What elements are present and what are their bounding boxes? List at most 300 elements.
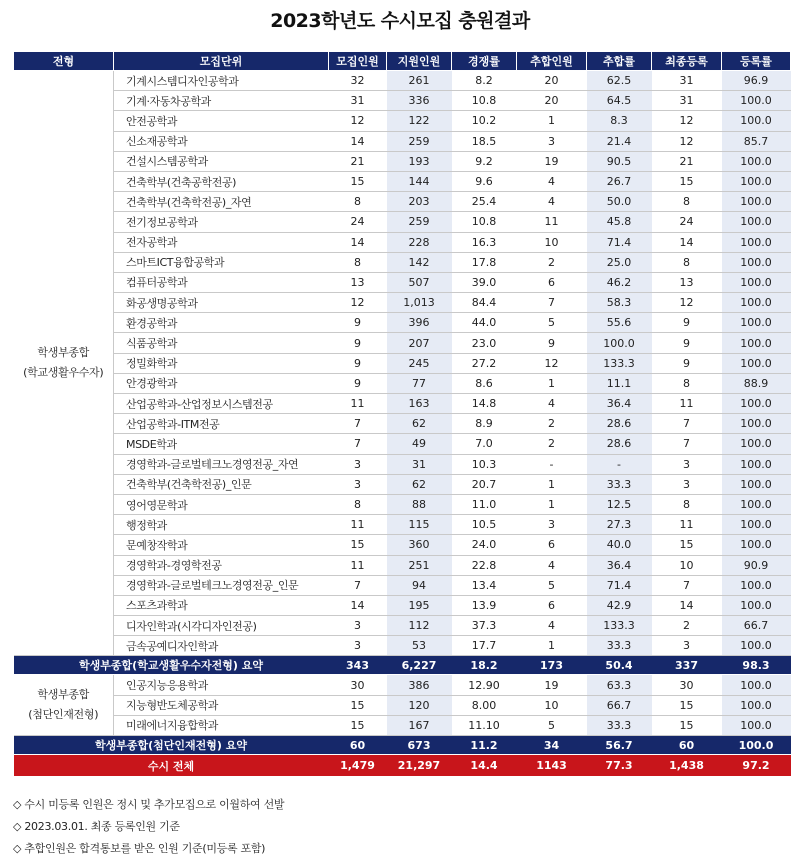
value-cell: 10 [517, 232, 587, 252]
group2-label-line2: (첨단인재전형) [28, 708, 99, 722]
value-cell: 245 [387, 353, 452, 373]
value-cell: 58.3 [587, 293, 652, 313]
value-cell: 10.5 [452, 515, 517, 535]
value-cell: 7 [652, 434, 722, 454]
value-cell: 100.0 [722, 272, 791, 292]
department-cell: 경영학과-글로벌테크노경영전공_자연 [114, 454, 329, 474]
column-header-7: 최종등록 [652, 52, 722, 71]
value-cell: 9 [652, 313, 722, 333]
value-cell: 259 [387, 212, 452, 232]
value-cell: 144 [387, 171, 452, 191]
department-cell: 지능형반도체공학과 [114, 695, 329, 715]
value-cell: 100.0 [722, 171, 791, 191]
value-cell: 16.3 [452, 232, 517, 252]
department-cell: 경영학과-경영학전공 [114, 555, 329, 575]
value-cell: 9 [329, 373, 387, 393]
value-cell: 3 [652, 636, 722, 656]
table-row [14, 171, 791, 191]
department-cell: 스마트ICT융합공학과 [114, 252, 329, 272]
value-cell: 9 [329, 333, 387, 353]
table-row [14, 555, 791, 575]
value-cell: 6 [517, 272, 587, 292]
value-cell: 8 [329, 192, 387, 212]
value-cell: 7.0 [452, 434, 517, 454]
summary-value: 100.0 [722, 736, 791, 755]
note-line: ◇ 2023.03.01. 최종 등록인원 기준 [13, 820, 180, 833]
value-cell: 167 [387, 715, 452, 735]
group2-label-line1: 학생부종합 [37, 688, 90, 702]
value-cell: 20.7 [452, 474, 517, 494]
value-cell: 15 [652, 535, 722, 555]
value-cell: 100.0 [722, 595, 791, 615]
total-value: 1143 [517, 755, 587, 777]
summary-value: 6,227 [387, 656, 452, 675]
value-cell: 2 [652, 616, 722, 636]
value-cell: 14 [652, 232, 722, 252]
value-cell: 88.9 [722, 373, 791, 393]
department-cell: 영어영문학과 [114, 494, 329, 514]
value-cell: 8 [652, 373, 722, 393]
value-cell: 259 [387, 131, 452, 151]
table-row [14, 575, 791, 595]
total-value: 1,479 [329, 755, 387, 777]
value-cell: 62 [387, 474, 452, 494]
value-cell: 11 [329, 555, 387, 575]
value-cell: 21 [329, 151, 387, 171]
value-cell: 23.0 [452, 333, 517, 353]
column-header-6: 추합률 [587, 52, 652, 71]
value-cell: 12 [329, 111, 387, 131]
value-cell: 45.8 [587, 212, 652, 232]
value-cell: 19 [517, 675, 587, 695]
value-cell: 18.5 [452, 131, 517, 151]
value-cell: 3 [329, 616, 387, 636]
value-cell: 24.0 [452, 535, 517, 555]
value-cell: 261 [387, 71, 452, 91]
value-cell: 46.2 [587, 272, 652, 292]
value-cell: 9 [329, 313, 387, 333]
value-cell: 1,013 [387, 293, 452, 313]
table-row [14, 715, 791, 735]
value-cell: 10 [652, 555, 722, 575]
value-cell: 203 [387, 192, 452, 212]
value-cell: 13.4 [452, 575, 517, 595]
value-cell: 100.0 [722, 515, 791, 535]
value-cell: 8 [329, 494, 387, 514]
value-cell: 9 [517, 333, 587, 353]
table-row [14, 535, 791, 555]
value-cell: 100.0 [722, 151, 791, 171]
value-cell: 100.0 [722, 192, 791, 212]
value-cell: 5 [517, 715, 587, 735]
value-cell: 15 [652, 171, 722, 191]
department-cell: 미래에너지융합학과 [114, 715, 329, 735]
summary-value: 18.2 [452, 656, 517, 675]
value-cell: 4 [517, 394, 587, 414]
value-cell: 27.2 [452, 353, 517, 373]
table-row [14, 192, 791, 212]
value-cell: 12 [652, 111, 722, 131]
table-row [14, 695, 791, 715]
department-cell: 식품공학과 [114, 333, 329, 353]
value-cell: 8 [652, 494, 722, 514]
value-cell: 17.8 [452, 252, 517, 272]
value-cell: 50.0 [587, 192, 652, 212]
value-cell: 3 [517, 515, 587, 535]
value-cell: 15 [652, 715, 722, 735]
note-line: ◇ 추합인원은 합격통보를 받은 인원 기준(미등록 포함) [13, 842, 266, 855]
value-cell: 14.8 [452, 394, 517, 414]
value-cell: 36.4 [587, 394, 652, 414]
total-value: 14.4 [452, 755, 517, 777]
department-cell: 인공지능응용학과 [114, 675, 329, 695]
value-cell: 10.3 [452, 454, 517, 474]
column-header-0: 전형 [14, 52, 114, 71]
value-cell: 10.8 [452, 212, 517, 232]
value-cell: 100.0 [722, 212, 791, 232]
department-cell: 화공생명공학과 [114, 293, 329, 313]
value-cell: 9 [329, 353, 387, 373]
value-cell: 8 [652, 252, 722, 272]
column-header-8: 등록률 [722, 52, 791, 71]
department-cell: 환경공학과 [114, 313, 329, 333]
table-row [14, 313, 791, 333]
department-cell: 스포츠과학과 [114, 595, 329, 615]
value-cell: 66.7 [722, 616, 791, 636]
total-value: 21,297 [387, 755, 452, 777]
group1-summary-row [14, 656, 791, 675]
department-cell: 문예창작학과 [114, 535, 329, 555]
summary-value: 343 [329, 656, 387, 675]
value-cell: 11.1 [587, 373, 652, 393]
table-row [14, 474, 791, 494]
value-cell: 17.7 [452, 636, 517, 656]
value-cell: 77 [387, 373, 452, 393]
department-cell: 안전공학과 [114, 111, 329, 131]
summary-label: 학생부종합(첨단인재전형) 요약 [14, 736, 329, 755]
value-cell: 100.0 [722, 715, 791, 735]
value-cell: 10.2 [452, 111, 517, 131]
value-cell: 53 [387, 636, 452, 656]
value-cell: 22.8 [452, 555, 517, 575]
value-cell: 507 [387, 272, 452, 292]
summary-value: 56.7 [587, 736, 652, 755]
table-row [14, 131, 791, 151]
value-cell: 12 [652, 293, 722, 313]
table-row [14, 353, 791, 373]
group2-label [14, 675, 114, 736]
department-cell: 건축학부(건축학전공)_인문 [114, 474, 329, 494]
value-cell: 1 [517, 474, 587, 494]
value-cell: 14 [652, 595, 722, 615]
value-cell: 10 [517, 695, 587, 715]
value-cell: 7 [329, 414, 387, 434]
value-cell: 12 [652, 131, 722, 151]
value-cell: 31 [329, 91, 387, 111]
value-cell: 7 [329, 575, 387, 595]
value-cell: 4 [517, 616, 587, 636]
value-cell: 31 [652, 91, 722, 111]
table-row [14, 595, 791, 615]
value-cell: 100.0 [722, 494, 791, 514]
value-cell: 100.0 [722, 333, 791, 353]
value-cell: 1 [517, 494, 587, 514]
value-cell: 90.9 [722, 555, 791, 575]
table-row [14, 71, 791, 91]
value-cell: 3 [652, 474, 722, 494]
value-cell: 90.5 [587, 151, 652, 171]
value-cell: 13 [329, 272, 387, 292]
table-row [14, 293, 791, 313]
value-cell: 6 [517, 535, 587, 555]
value-cell: 133.3 [587, 616, 652, 636]
value-cell: 100.0 [722, 91, 791, 111]
value-cell: 40.0 [587, 535, 652, 555]
value-cell: 1 [517, 373, 587, 393]
value-cell: 21 [652, 151, 722, 171]
value-cell: 100.0 [722, 111, 791, 131]
page-title: 2023학년도 수시모집 충원결과 [270, 10, 530, 32]
column-header-1: 모집단위 [114, 52, 329, 71]
value-cell: 42.9 [587, 595, 652, 615]
value-cell: 8.6 [452, 373, 517, 393]
value-cell: 120 [387, 695, 452, 715]
value-cell: 8.9 [452, 414, 517, 434]
value-cell: 100.0 [722, 535, 791, 555]
notes [13, 794, 284, 860]
value-cell: 100.0 [722, 575, 791, 595]
value-cell: 71.4 [587, 575, 652, 595]
summary-value: 173 [517, 656, 587, 675]
value-cell: 1 [517, 636, 587, 656]
value-cell: 195 [387, 595, 452, 615]
value-cell: 336 [387, 91, 452, 111]
value-cell: 7 [517, 293, 587, 313]
total-value: 77.3 [587, 755, 652, 777]
value-cell: 115 [387, 515, 452, 535]
value-cell: 12 [517, 353, 587, 373]
value-cell: 100.0 [722, 454, 791, 474]
department-cell: 신소재공학과 [114, 131, 329, 151]
value-cell: 100.0 [722, 636, 791, 656]
value-cell: - [517, 454, 587, 474]
value-cell: 2 [517, 414, 587, 434]
value-cell: 9.6 [452, 171, 517, 191]
value-cell: 207 [387, 333, 452, 353]
table-row [14, 333, 791, 353]
table-row [14, 454, 791, 474]
value-cell: 3 [329, 474, 387, 494]
value-cell: - [587, 454, 652, 474]
value-cell: 15 [329, 715, 387, 735]
column-header-5: 추합인원 [517, 52, 587, 71]
value-cell: 7 [329, 434, 387, 454]
value-cell: 3 [329, 636, 387, 656]
value-cell: 24 [329, 212, 387, 232]
results-table [13, 51, 791, 776]
value-cell: 193 [387, 151, 452, 171]
value-cell: 66.7 [587, 695, 652, 715]
table-row [14, 252, 791, 272]
summary-value: 337 [652, 656, 722, 675]
table-row [14, 675, 791, 695]
value-cell: 163 [387, 394, 452, 414]
group1-label-line1: 학생부종합 [37, 346, 90, 360]
value-cell: 11 [329, 515, 387, 535]
value-cell: 7 [652, 414, 722, 434]
department-cell: 전자공학과 [114, 232, 329, 252]
group1-label-line2: (학교생활우수자) [23, 366, 104, 380]
value-cell: 100.0 [722, 434, 791, 454]
value-cell: 11 [652, 394, 722, 414]
value-cell: 122 [387, 111, 452, 131]
value-cell: 15 [329, 695, 387, 715]
department-cell: 건설시스템공학과 [114, 151, 329, 171]
department-cell: 건축학부(건축공학전공) [114, 171, 329, 191]
value-cell: 8 [652, 192, 722, 212]
value-cell: 63.3 [587, 675, 652, 695]
table-row [14, 434, 791, 454]
value-cell: 6 [517, 595, 587, 615]
department-cell: 기계시스템디자인공학과 [114, 71, 329, 91]
value-cell: 12 [329, 293, 387, 313]
value-cell: 2 [517, 434, 587, 454]
value-cell: 100.0 [722, 695, 791, 715]
group2-summary-row [14, 736, 791, 755]
value-cell: 25.4 [452, 192, 517, 212]
value-cell: 12.90 [452, 675, 517, 695]
table-row [14, 494, 791, 514]
value-cell: 4 [517, 555, 587, 575]
value-cell: 27.3 [587, 515, 652, 535]
summary-label: 학생부종합(학교생활우수자전형) 요약 [14, 656, 329, 675]
department-cell: 행정학과 [114, 515, 329, 535]
value-cell: 9 [652, 353, 722, 373]
department-cell: 기계·자동차공학과 [114, 91, 329, 111]
value-cell: 3 [517, 131, 587, 151]
table-row [14, 515, 791, 535]
value-cell: 142 [387, 252, 452, 272]
value-cell: 30 [329, 675, 387, 695]
table-row [14, 636, 791, 656]
value-cell: 96.9 [722, 71, 791, 91]
table-row [14, 212, 791, 232]
value-cell: 10.8 [452, 91, 517, 111]
value-cell: 100.0 [722, 414, 791, 434]
value-cell: 71.4 [587, 232, 652, 252]
table-row [14, 414, 791, 434]
value-cell: 12.5 [587, 494, 652, 514]
value-cell: 100.0 [587, 333, 652, 353]
table-row [14, 373, 791, 393]
summary-value: 673 [387, 736, 452, 755]
table-row [14, 91, 791, 111]
value-cell: 100.0 [722, 353, 791, 373]
value-cell: 19 [517, 151, 587, 171]
table-row [14, 272, 791, 292]
value-cell: 8 [329, 252, 387, 272]
value-cell: 15 [329, 535, 387, 555]
value-cell: 100.0 [722, 293, 791, 313]
value-cell: 5 [517, 575, 587, 595]
value-cell: 3 [652, 454, 722, 474]
value-cell: 100.0 [722, 675, 791, 695]
column-header-2: 모집인원 [329, 52, 387, 71]
summary-value: 34 [517, 736, 587, 755]
value-cell: 94 [387, 575, 452, 595]
value-cell: 44.0 [452, 313, 517, 333]
value-cell: 396 [387, 313, 452, 333]
value-cell: 21.4 [587, 131, 652, 151]
group1-label [14, 71, 114, 656]
total-label: 수시 전체 [14, 755, 329, 777]
column-header-4: 경쟁률 [452, 52, 517, 71]
note-line: ◇ 수시 미등록 인원은 정시 및 추가모집으로 이월하여 선발 [13, 798, 285, 811]
value-cell: 14 [329, 131, 387, 151]
value-cell: 39.0 [452, 272, 517, 292]
value-cell: 28.6 [587, 434, 652, 454]
department-cell: 정밀화학과 [114, 353, 329, 373]
department-cell: 안경광학과 [114, 373, 329, 393]
value-cell: 112 [387, 616, 452, 636]
value-cell: 84.4 [452, 293, 517, 313]
value-cell: 100.0 [722, 252, 791, 272]
table-row [14, 111, 791, 131]
department-cell: 산업공학과-ITM전공 [114, 414, 329, 434]
value-cell: 9 [652, 333, 722, 353]
value-cell: 8.3 [587, 111, 652, 131]
value-cell: 32 [329, 71, 387, 91]
value-cell: 228 [387, 232, 452, 252]
value-cell: 33.3 [587, 474, 652, 494]
value-cell: 31 [387, 454, 452, 474]
value-cell: 31 [652, 71, 722, 91]
department-cell: 컴퓨터공학과 [114, 272, 329, 292]
summary-value: 11.2 [452, 736, 517, 755]
value-cell: 133.3 [587, 353, 652, 373]
table-body [14, 71, 791, 777]
table-header-row [14, 52, 791, 71]
value-cell: 26.7 [587, 171, 652, 191]
value-cell: 11 [329, 394, 387, 414]
department-cell: 건축학부(건축학전공)_자연 [114, 192, 329, 212]
value-cell: 24 [652, 212, 722, 232]
column-header-3: 지원인원 [387, 52, 452, 71]
value-cell: 20 [517, 91, 587, 111]
value-cell: 11.10 [452, 715, 517, 735]
department-cell: 산업공학과-산업정보시스템전공 [114, 394, 329, 414]
summary-value: 60 [652, 736, 722, 755]
value-cell: 100.0 [722, 232, 791, 252]
value-cell: 37.3 [452, 616, 517, 636]
value-cell: 13.9 [452, 595, 517, 615]
value-cell: 55.6 [587, 313, 652, 333]
value-cell: 15 [652, 695, 722, 715]
value-cell: 100.0 [722, 313, 791, 333]
summary-value: 60 [329, 736, 387, 755]
value-cell: 13 [652, 272, 722, 292]
value-cell: 11 [652, 515, 722, 535]
value-cell: 11 [517, 212, 587, 232]
value-cell: 62 [387, 414, 452, 434]
summary-value: 50.4 [587, 656, 652, 675]
value-cell: 20 [517, 71, 587, 91]
value-cell: 386 [387, 675, 452, 695]
value-cell: 85.7 [722, 131, 791, 151]
summary-value: 98.3 [722, 656, 791, 675]
value-cell: 251 [387, 555, 452, 575]
total-value: 97.2 [722, 755, 791, 777]
